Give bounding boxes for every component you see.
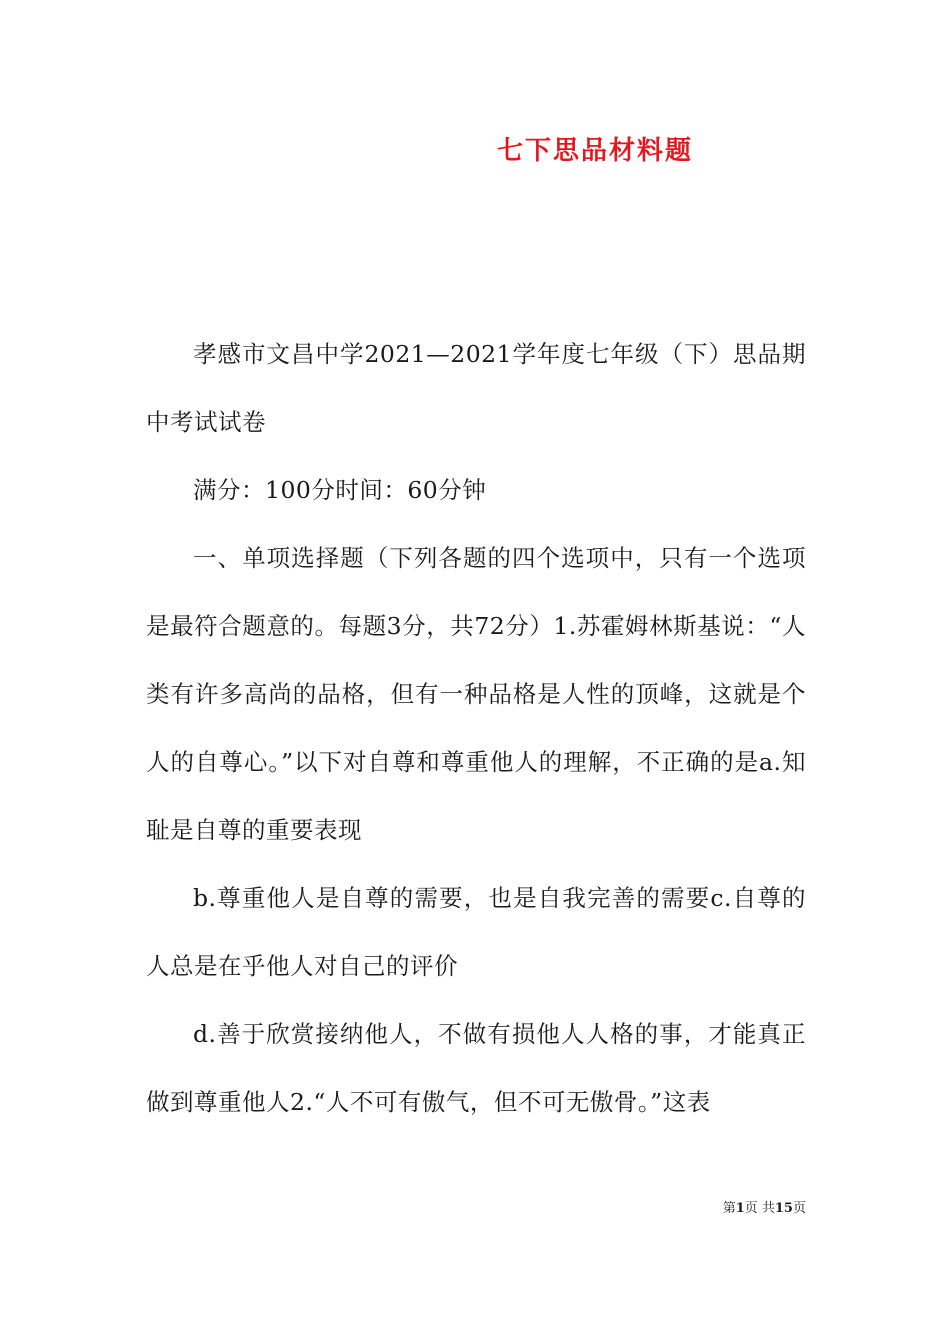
footer-suffix: 页 — [792, 1201, 806, 1216]
footer-total-pages: 15 — [774, 1201, 793, 1216]
document-body — [146, 320, 806, 1136]
document-title: 七下思品材料题 — [496, 136, 693, 166]
paragraph-exam-heading: 孝感市文昌中学2021—2021学年度七年级（下）思品期中考试试卷 — [146, 340, 806, 436]
paragraph-score-time: 满分：100分时间：60分钟 — [193, 476, 487, 504]
footer-page-number: 1 — [735, 1201, 745, 1216]
footer-middle: 页 共 — [744, 1201, 775, 1216]
paragraph-option-d-question-2: d.善于欣赏接纳他人，不做有损他人人格的事，才能真正做到尊重他人2.“人不可有傲气，但不可无傲骨。”这表 — [146, 1020, 806, 1116]
paragraph-question-1: 一、单项选择题（下列各题的四个选项中，只有一个选项是最符合题意的。每题3分，共72分）1.苏霍姆林斯基说：“人类有许多高尚的品格，但有一种品格是人性的顶峰，这就是个人的自尊心。”以下对自尊和尊重他人的理解，不正确的是a.知耻是自尊的重要表现 — [146, 544, 806, 844]
footer-prefix: 第 — [722, 1201, 736, 1216]
page-footer — [0, 1197, 806, 1216]
paragraph-option-b-c: b.尊重他人是自尊的需要，也是自我完善的需要c.自尊的人总是在乎他人对自己的评价 — [146, 884, 806, 980]
